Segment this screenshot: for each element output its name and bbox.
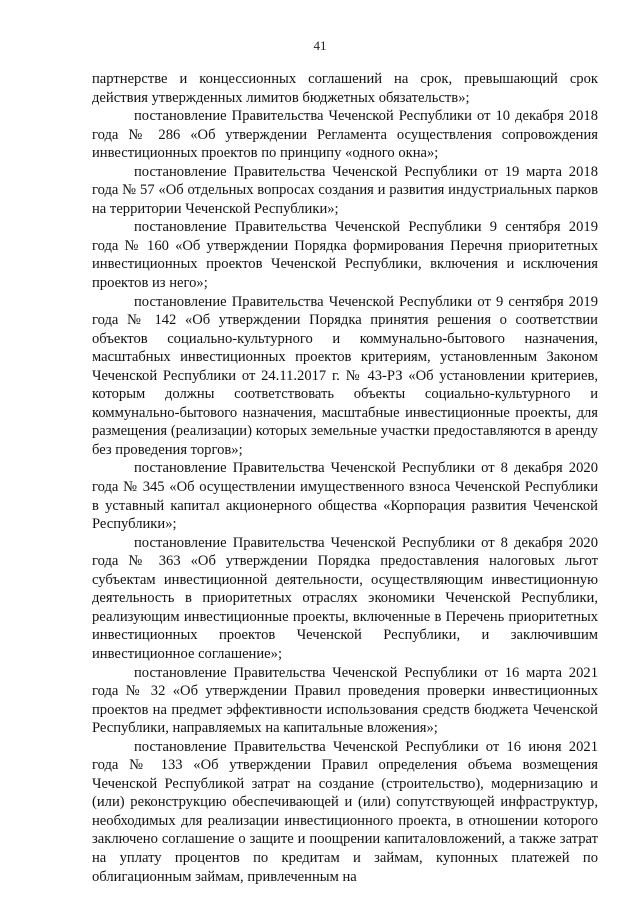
paragraph-resolution-286: постановление Правительства Чеченской Республики от 10 декабря 2018 года № 286 «Об утверждении Регламента осуществления сопровождения инвестиционных проектов по принципу «одного окна»; [92, 108, 598, 162]
paragraph-resolution-160: постановление Правительства Чеченской Республики 9 сентября 2019 года № 160 «Об утверждении Порядка формирования Перечня приоритетных инвестиционных проектов Чеченской Республики, включения и исключения проектов из него»; [92, 219, 598, 292]
paragraph-resolution-363: постановление Правительства Чеченской Республики от 8 декабря 2020 года № 363 «Об утверждении Порядка предоставления налоговых льгот субъектам инвестиционной деятельности, осуществляющим инвестиционную деятельность в приоритетных отраслях экономики Чеченской Республики, реализующим инвестиционные проекты, включенные в Перечень приоритетных инвестиционных проектов Чеченской Республики, и заключившим инвестиционное соглашение»; [92, 534, 598, 662]
paragraph-continuation: партнерстве и концессионных соглашений на срок, превышающий срок действия утвержденных лимитов бюджетных обязательств»; [92, 71, 598, 106]
paragraph-resolution-133: постановление Правительства Чеченской Республики от 16 июня 2021 года № 133 «Об утверждении Правил определения объема возмещения Чеченской Республикой затрат на создание (строительство), модернизацию и (или) реконструкцию обеспечивающей и (или) сопутствующей инфраструктур, необходимых для реализации инвестиционного проекта, в отношении которого заключено соглашение о защите и поощрении капиталовложений, а также затрат на уплату процентов по кредитам и займам, купонных платежей по облигационным займам, привлеченным на [92, 738, 598, 885]
paragraph-resolution-57: постановление Правительства Чеченской Республики от 19 марта 2018 года № 57 «Об отдельных вопросах создания и развития индустриальных парков на территории Чеченской Республики»; [92, 163, 598, 217]
paragraph-resolution-345: постановление Правительства Чеченской Республики от 8 декабря 2020 года № 345 «Об осуществлении имущественного взноса Чеченской Республики в уставный капитал акционерного общества «Корпорация развития Чеченской Республики»; [92, 460, 598, 533]
page-number: 41 [313, 38, 327, 53]
paragraph-resolution-32: постановление Правительства Чеченской Республики от 16 марта 2021 года № 32 «Об утверждении Правил проведения проверки инвестиционных проектов на предмет эффективности использования средств бюджета Чеченской Республики, направляемых на капитальные вложения»; [92, 664, 598, 737]
document-body [92, 70, 598, 886]
paragraph-resolution-142: постановление Правительства Чеченской Республики от 9 сентября 2019 года № 142 «Об утверждении Порядка принятия решения о соответствии объектов социально-культурного и коммунально-бытового назначения, масштабных инвестиционных проектов критериям, установленным Законом Чеченской Республики от 24.11.2017 г. № 43-РЗ «Об установлении критериев, которым должны соответствовать объекты социально-культурного и коммунально-бытового назначения, масштабные инвестиционные проекты, для размещения (реализации) которых земельные участки предоставляются в аренду без проведения торгов»; [92, 293, 598, 458]
